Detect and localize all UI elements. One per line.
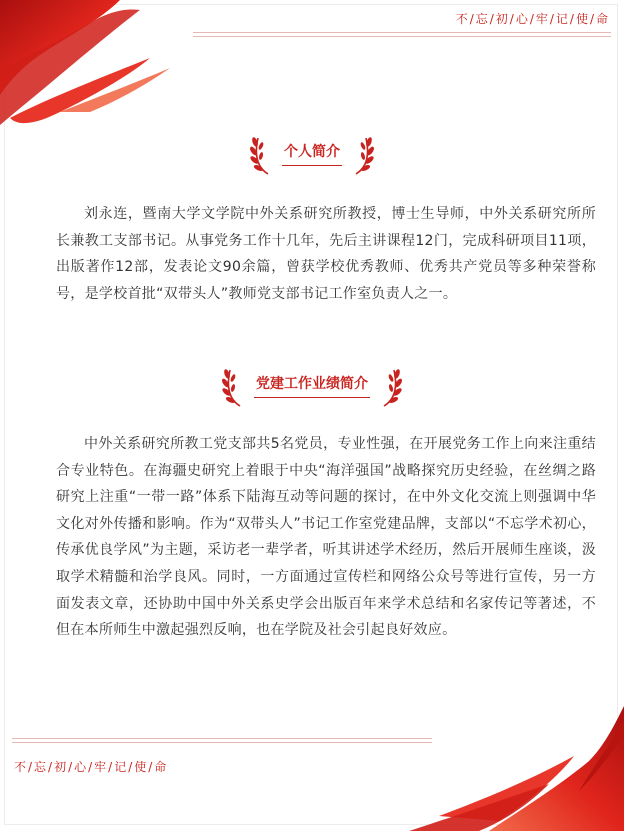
laurel-right-icon [350,132,374,176]
laurel-right-icon [378,364,402,408]
section-paragraph-personal: 刘永连，暨南大学文学院中外关系研究所教授，博士生导师，中外关系研究所所长兼教工支部书记。从事党务工作十几年，先后主讲课程12门，完成科研项目11项，出版著作12部，发表论文90余篇，曾获学校优秀教师、优秀共产党员等多种荣誉称号，是学校首批“双带头人”教师党支部书记工作室负责人之一。 [56,206,596,302]
section-title-personal [0,128,624,180]
section-title-party-work [0,360,624,412]
header-slogan: 不/忘/初/心/牢/记/使/命 [455,12,610,26]
red-ribbon-bottom-right [409,706,624,831]
title-underline [282,165,342,166]
section-title-text: 党建工作业绩简介 [256,376,368,392]
footer-rule-2 [12,742,432,743]
header-rule [193,32,611,33]
footer-rule [12,738,432,739]
title-underline [254,397,370,398]
laurel-left-icon [250,132,274,176]
section-paragraph-party-work: 中外关系研究所教工党支部共5名党员，专业性强，在开展党务工作上向来注重结合专业特色。在海疆史研究上着眼于中央“海洋强国”战略探究历史经验，在丝绸之路研究上注重“一带一路”体系下陆海互动等问题的探讨，在中外文化交流上则强调中华文化对外传播和影响。作为“双带头人”书记工作室党建品牌，支部以“不忘学术初心，传承优良学风”为主题，采访老一辈学者，听其讲述学术经历，然后开展师生座谈，汲取学术精髓和治学良风。同时，一方面通过宣传栏和网络公众号等进行宣传，另一方面发表文章，还协助中国中外关系史学会出版百年来学术总结和名家传记等著述，不但在本所师生中激起强烈反响，也在学院及社会引起良好效应。 [56,436,596,639]
header-rule-2 [193,36,611,37]
laurel-left-icon [222,364,246,408]
footer-slogan: 不/忘/初/心/牢/记/使/命 [14,760,169,774]
section-title-text: 个人简介 [284,144,340,160]
